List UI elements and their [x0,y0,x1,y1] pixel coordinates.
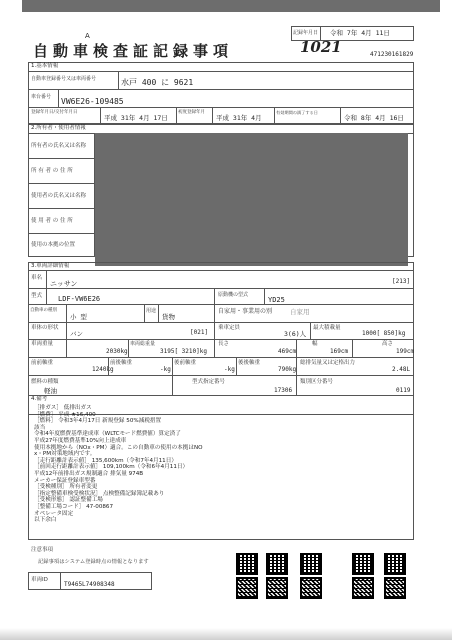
vin: VW6E26-109485 [61,97,124,106]
remarks-list [34,405,203,524]
purpose-label: 自家用・事業用の別 [218,308,273,315]
qr-code [384,577,406,599]
variant-mark: A [85,32,90,40]
top-strip [22,0,440,12]
remarks-line: 以下余白 [34,517,57,524]
redaction-block [95,133,408,266]
gross-label: 車両総重量 [130,341,156,347]
use-label: 用途 [146,308,157,314]
use: 貨物 [162,313,175,321]
section-vehicle-heading: 3.車両詳細情報 [31,263,70,269]
kind: 小 型 [70,313,87,321]
height-label: 高さ [382,341,394,347]
first-year-label: 初度登録年月 [178,110,205,115]
first-reg: 平成 31年 4月 17日 [104,114,168,122]
expiry: 令和 8年 4月 16日 [344,114,404,122]
page-title: 自動車検査証記録事項 [33,42,234,60]
remarks-line: ［指定整備車検受検状況］ 点検整備記録簿記載あり [34,490,165,497]
user-address-label: 使 用 者 の 住 所 [31,218,73,224]
issue-date: 令和 7年 4月 11日 [330,29,390,37]
remarks-line: 使用本拠地から（NOx・PM）適合。この自動車の使用の本拠はNO [34,444,203,451]
weight: 2030kg [106,348,128,355]
first-reg-label: 登録年月日/交付年月日 [31,110,78,115]
issue-date-label: 記録年月日 [293,30,319,36]
class-no: 0119 [396,387,411,394]
height: 199cm [396,348,415,355]
maker-code: [213] [392,278,411,285]
width-label: 幅 [312,341,318,347]
user-name-label: 使用者の氏名又は名称 [31,193,87,199]
remarks-line: ［燃料］ 令和3年4月17日 新規登録 50%減税措置 [34,418,162,425]
first-year: 平成 31年 4月 [216,114,262,122]
displacement: 2.48L [392,366,411,373]
remarks-line: ［走行距離計表示値］ 135,600km（令和7年4月11日） [34,457,177,464]
qr-code [236,577,258,599]
remarks-line: オペレータ固定 [34,510,74,517]
base-location-label: 使用の本拠の位置 [31,242,76,248]
remarks-line: ［受検形態］ 認証整備工場 [34,497,103,504]
bottom-scan-edge [0,628,452,640]
engine-label: 原動機の型式 [218,292,249,298]
remarks-line: ［燃費］ 平成 ★16,400 [34,411,96,418]
maker-label: 車名 [31,275,43,281]
kind-label: 自動車の種別 [30,308,57,313]
section-basic-heading: 1.基本情報 [31,63,59,69]
weight-label: 車両重量 [31,341,54,347]
front-axle-label: 前前軸重 [31,360,54,366]
expiry-label: 有効期間の満了する日 [276,110,318,115]
qr-code [236,553,258,575]
doc-number: 471230161829 [370,51,414,58]
remarks-line: 令和4年度燃費基準達成車（WLTCモード燃費値）算定済了 [34,431,181,438]
type-no-label: 型式指定番号 [192,379,226,385]
front-axle: 1240kg [92,366,114,373]
remarks-line: 平成12年前排出ガス規制適合 排気量 974B [34,470,144,477]
owner-address-label: 所 有 者 の 住 所 [31,168,73,174]
handwritten-mark: 1021 [300,38,342,56]
class-no-label: 類別区分番号 [300,379,334,385]
front-rear: -kg [160,366,171,373]
vehicle-id: T9465L74908348 [64,581,115,588]
remarks-line: メーカー保証登録車型番 [34,477,96,484]
qr-code [300,553,322,575]
rear-front-label: 後前軸重 [174,360,197,366]
model-label: 型式 [31,293,43,299]
rear-front: -kg [224,366,235,373]
rear-axle: 790kg [278,366,297,373]
qr-code [266,577,288,599]
remarks-line: ［受検種別］ 所有者変更 [34,484,98,491]
section-remarks-heading: 4.備考 [31,396,48,402]
gross: 3195[ 3210]kg [160,348,207,355]
capacity: 3(6)人 [284,330,307,338]
notice-text: 記録事項はシステム登録時点の情報となります [38,559,149,565]
width: 169cm [330,348,349,355]
remarks-line: ［排ガス］ 低排出ガス [34,405,92,411]
qr-code [352,553,374,575]
remarks-line: ［整備工場コード］ 47-00867 [34,503,114,510]
qr-code [352,577,374,599]
remarks-line: x・PM対策地域内です。 [34,451,96,458]
engine: YD25 [268,296,285,304]
body: バン [70,330,83,338]
qr-code [300,577,322,599]
type-no: 17306 [274,387,293,394]
length: 469cm [278,348,297,355]
remarks-line: 平成27年度燃費基準10%向上達成車 [34,437,127,444]
remarks-line: ［前回走行距離計表示値］ 109,100km（令和6年4月11日） [34,464,189,471]
notice-heading: 注意事項 [31,547,54,553]
fuel-label: 燃料の種類 [31,379,59,385]
length-label: 長さ [218,341,230,347]
reg-number: 水戸 400 に 9621 [121,78,194,87]
capacity-label: 乗車定員 [218,325,241,331]
qr-code [384,553,406,575]
front-rear-label: 前後軸重 [110,360,133,366]
max-load-label: 最大積載量 [313,325,341,331]
fuel: 軽油 [44,387,57,395]
body-code: [021] [190,329,209,336]
maker: ニッサン [50,280,78,288]
rear-axle-label: 後後軸重 [238,360,261,366]
purpose: 自家用 [290,308,310,316]
vin-label: 車台番号 [31,94,52,100]
qr-code [266,553,288,575]
displacement-label: 総排気量又は定格出力 [300,360,356,366]
max-load: 1000[ 850]kg [362,330,406,337]
section-owner-heading: 2.所有者・使用者情報 [31,125,86,131]
remarks-line: 該当 [34,424,46,431]
owner-name-label: 所有者の氏名又は名称 [31,143,87,149]
reg-number-label: 自動車登録番号又は車両番号 [31,76,97,82]
body-label: 車体の形状 [31,325,59,331]
model: LDF-VW6E26 [58,295,101,303]
vehicle-id-label: 車両ID [31,577,48,583]
